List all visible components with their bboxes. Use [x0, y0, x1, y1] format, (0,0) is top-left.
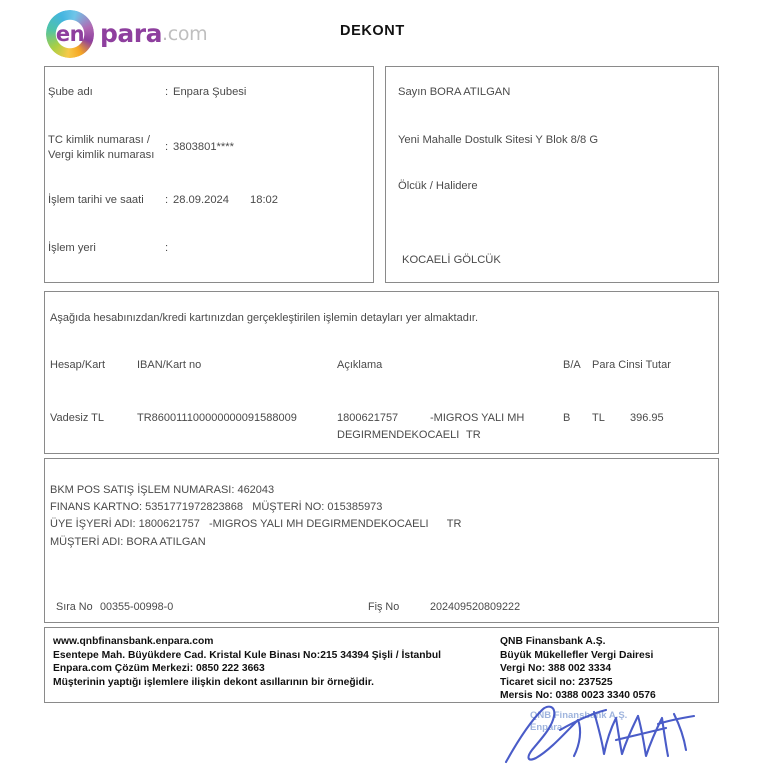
- pos-line-bkm: BKM POS SATIŞ İŞLEM NUMARASI: 462043: [50, 484, 275, 496]
- column-header-account: Hesap/Kart: [50, 359, 106, 371]
- value-islem-saati: 18:02: [250, 194, 278, 206]
- footer-trade-registry-no: Ticaret sicil no: 237525: [500, 676, 613, 688]
- customer-city: KOCAELİ GÖLCÜK: [402, 254, 501, 266]
- row-ba: B: [563, 412, 571, 424]
- customer-district: Ölcük / Halidere: [398, 180, 478, 192]
- value-sira-no: 00355-00998-0: [100, 601, 174, 613]
- logo-dotcom-text: .com: [161, 23, 208, 45]
- footer-tax-office: Büyük Mükellefler Vergi Dairesi: [500, 649, 654, 661]
- footer-disclaimer: Müşterinin yaptığı işlemlere ilişkin dekont asıllarının bir örneğidir.: [53, 676, 374, 688]
- row-desc-country: TR: [466, 429, 481, 441]
- footer-company-name: QNB Finansbank A.Ş.: [500, 636, 606, 647]
- customer-salutation: Sayın BORA ATILGAN: [398, 86, 511, 98]
- customer-address: Yeni Mahalle Dostulk Sitesi Y Blok 8/8 G: [398, 134, 599, 146]
- footer-website: www.qnbfinansbank.enpara.com: [53, 636, 214, 647]
- label-tc-kimlik-line1: TC kimlik numarası /: [48, 134, 150, 146]
- value-fis-no: 202409520809222: [430, 601, 521, 613]
- label-islem-tarihi: İşlem tarihi ve saati: [48, 194, 144, 206]
- logo-en-text: en: [55, 22, 85, 46]
- footer-address: Esentepe Mah. Büyükdere Cad. Kristal Kule Binası No:215 34394 Şişli / İstanbul: [53, 649, 441, 661]
- footer-mersis-no: Mersis No: 0388 0023 3340 0576: [500, 690, 656, 702]
- value-sube-adi: Enpara Şubesi: [173, 86, 247, 98]
- value-tc-kimlik: 3803801****: [173, 141, 234, 153]
- pos-line-musteri-adi: MÜŞTERİ ADI: BORA ATILGAN: [50, 536, 206, 548]
- column-header-currency-amount: Para Cinsi Tutar: [592, 359, 671, 371]
- footer-tax-no: Vergi No: 388 002 3334: [500, 663, 612, 675]
- label-sira-no: Sıra No: [56, 601, 93, 613]
- footer-right-block: [500, 635, 656, 703]
- label-tc-kimlik-line2: Vergi kimlik numarası: [48, 149, 155, 161]
- row-currency: TL: [592, 412, 605, 424]
- footer-left-block: [53, 635, 441, 689]
- footer-call-center: Enpara.com Çözüm Merkezi: 0850 222 3663: [53, 663, 265, 675]
- label-islem-yeri: İşlem yeri: [48, 242, 96, 254]
- colon-islem-tarihi: :: [165, 194, 169, 206]
- transaction-note: Aşağıda hesabınızdan/kredi kartınızdan gerçekleştirilen işlemin detayları yer almaktadır.: [50, 312, 478, 324]
- row-desc-code: 1800621757: [337, 412, 399, 424]
- pos-line-finans-kartno: FINANS KARTNO: 5351771972823868 MÜŞTERİ NO: 015385973: [50, 501, 383, 513]
- row-desc-line2: DEGIRMENDEKOCAELI: [337, 429, 460, 441]
- label-fis-no: Fiş No: [368, 601, 400, 613]
- row-amount: 396.95: [630, 412, 664, 424]
- colon-islem-yeri: :: [165, 242, 169, 254]
- value-islem-tarihi: 28.09.2024: [173, 194, 229, 206]
- label-sube-adi: Şube adı: [48, 86, 93, 98]
- stamp-line-1: QNB Finansbank A.Ş.: [530, 710, 628, 721]
- handwritten-signature-icon: [498, 700, 708, 766]
- column-header-description: Açıklama: [337, 359, 383, 371]
- page-title: DEKONT: [340, 23, 405, 39]
- colon-sube-adi: :: [165, 86, 169, 98]
- column-header-ba: B/A: [563, 359, 581, 371]
- stamp-line-2: Enpara: [530, 722, 563, 733]
- signature-stamp-area: [498, 700, 708, 766]
- pos-line-uye-isyeri: ÜYE İŞYERİ ADI: 1800621757 -MIGROS YALI MH DEGIRMENDEKOCAELI TR: [50, 518, 462, 530]
- row-iban: TR860011100000000091588009: [137, 412, 297, 424]
- logo-para-text: para: [100, 19, 162, 48]
- document-header: [0, 0, 768, 66]
- colon-tc-kimlik: :: [165, 141, 169, 153]
- column-header-iban: IBAN/Kart no: [137, 359, 202, 371]
- row-account: Vadesiz TL: [50, 412, 105, 424]
- row-desc-name: -MIGROS YALI MH: [430, 412, 525, 424]
